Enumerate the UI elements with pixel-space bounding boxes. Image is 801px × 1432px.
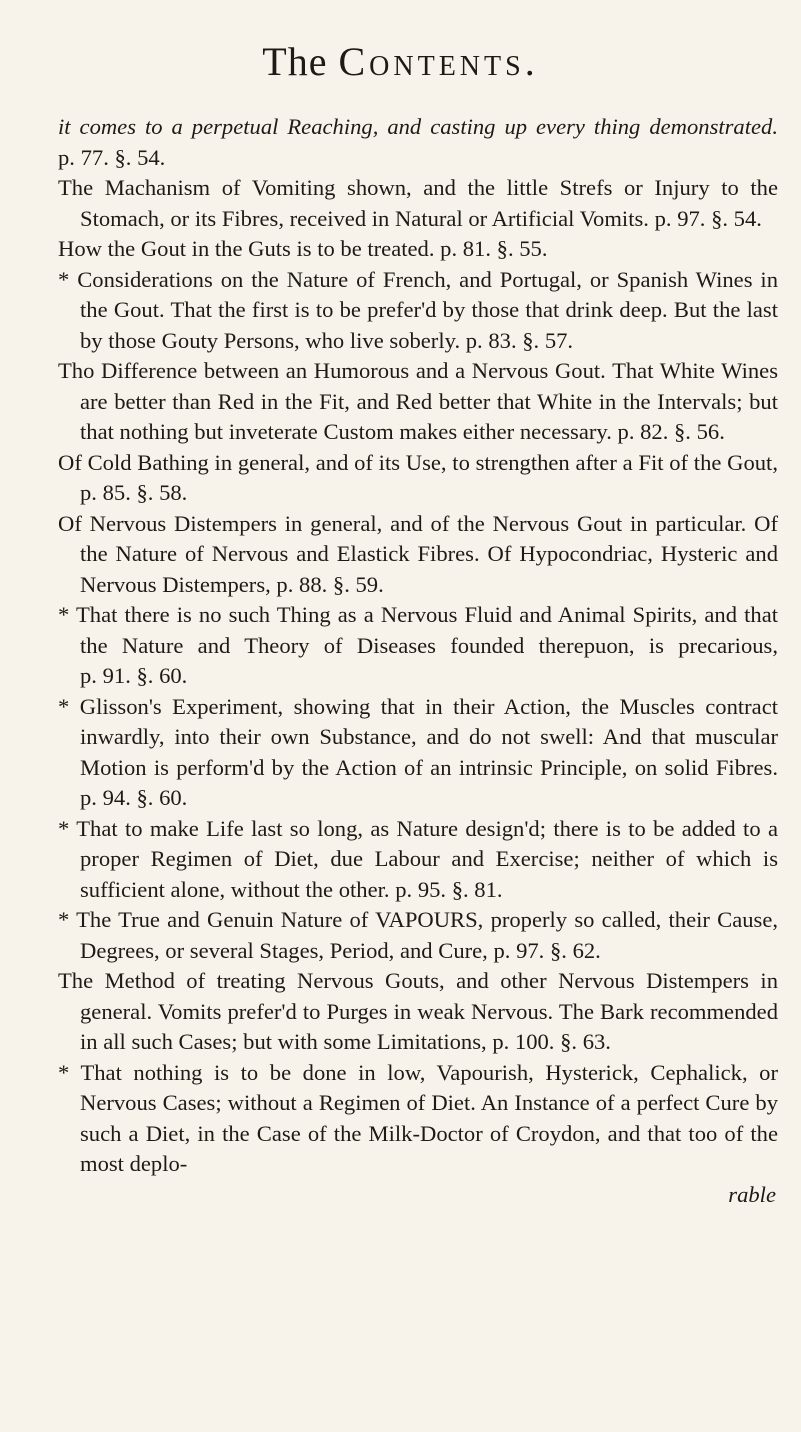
contents-entry: [58, 448, 778, 509]
contents-entry: [58, 966, 778, 1058]
entry-text: * The True and Genuin Nature of VAPOURS, properly so called, their Cause, Degrees, or several Stages, Period, and Cure,: [58, 907, 778, 963]
running-head-the: The: [262, 39, 328, 84]
entry-reference: p. 77. §. 54.: [58, 144, 166, 170]
entry-reference: p. 100. §. 63.: [492, 1029, 611, 1054]
entry-reference: p. 82. §. 56.: [617, 419, 725, 444]
entry-text: * That to make Life last so long, as Nature design'd; there is to be added to a proper Regimen of Diet, due Labour and Exercise; neither of which is sufficient alone, without the other.: [58, 815, 778, 902]
catchword: rable: [728, 1181, 776, 1207]
entry-text: * That nothing is to be done in low, Vapourish, Hysterick, Cephalick, or Nervous Cases; without a Regimen of Diet. An Instance of a perfect Cure by such a Diet, in the Case of the Milk-Doctor of Croydon, and that too of the most deplo-: [58, 1059, 778, 1176]
entry-reference: p. 85. §. 58.: [80, 480, 188, 505]
entry-text: The Machanism of Vomiting shown, and the little Strefs or Injury to the Stomach, or its Fibres, received in Natural or Artificial Vomits.: [58, 175, 778, 231]
contents-entry: [58, 1058, 778, 1180]
contents-entry: [58, 509, 778, 601]
entry-reference: p. 97. §. 62.: [493, 937, 601, 963]
entry-text: How the Gout in the Guts is to be treated.: [58, 236, 435, 261]
entry-text: it comes to a perpetual Reaching, and casting up every thing demonstrated.: [58, 114, 778, 139]
contents-entry: [58, 173, 778, 234]
entry-reference: p. 83. §. 57.: [465, 327, 574, 353]
contents-entry: [58, 112, 778, 173]
entry-text: Tho Difference between an Humorous and a Nervous Gout. That White Wines are better than Red in the Fit, and Red better that White in the Intervals; but that nothing but inveterate Custom makes either necessary.: [58, 358, 778, 444]
contents-entry: [58, 692, 778, 814]
entry-text: * Glisson's Experiment, showing that in their Action, the Muscles contract inwardly, into their own Substance, and do not swell: And that muscular Motion is perform'd by the Action of an intrinsic Principle, on solid Fibres.: [58, 693, 778, 780]
entry-reference: p. 81. §. 55.: [440, 236, 548, 261]
entry-text: Of Cold Bathing in general, and of its Use, to strengthen after a Fit of the Gout,: [58, 449, 778, 475]
entry-reference: p. 91. §. 60.: [80, 663, 188, 688]
entry-text: The Method of treating Nervous Gouts, and other Nervous Distempers in general. Vomits prefer'd to Purges in weak Nervous. The Bark recommended in all such Cases; but with some Limitations,: [58, 968, 778, 1054]
contents-list: [58, 112, 778, 1210]
entry-reference: p. 97. §. 54.: [654, 205, 762, 231]
entry-text: Of Nervous Distempers in general, and of the Nervous Gout in particular. Of the Nature of Nervous and Elastick Fibres. Of Hypocondriac, Hysteric and Nervous Distempers,: [58, 510, 778, 597]
contents-entry: [58, 814, 778, 906]
entry-reference: p. 88. §. 59.: [276, 571, 384, 597]
running-head: [0, 38, 801, 85]
contents-entry: [58, 600, 778, 692]
entry-text: * That there is no such Thing as a Nervous Fluid and Animal Spirits, and that the Nature and Theory of Diseases founded therepuon, is precarious,: [58, 602, 778, 658]
contents-entry: [58, 265, 778, 357]
contents-entry: [58, 356, 778, 448]
contents-entry: [58, 234, 778, 265]
entry-reference: p. 95. §. 81.: [395, 876, 503, 902]
entry-text: * Considerations on the Nature of French, and Portugal, or Spanish Wines in the Gout. That the first is to be prefer'd by those that drink deep. But the last by those Gouty Persons, who live soberly.: [58, 266, 778, 353]
running-head-contents: Contents.: [338, 39, 539, 84]
contents-entry: [58, 905, 778, 966]
entry-reference: p. 94. §. 60.: [80, 785, 188, 810]
